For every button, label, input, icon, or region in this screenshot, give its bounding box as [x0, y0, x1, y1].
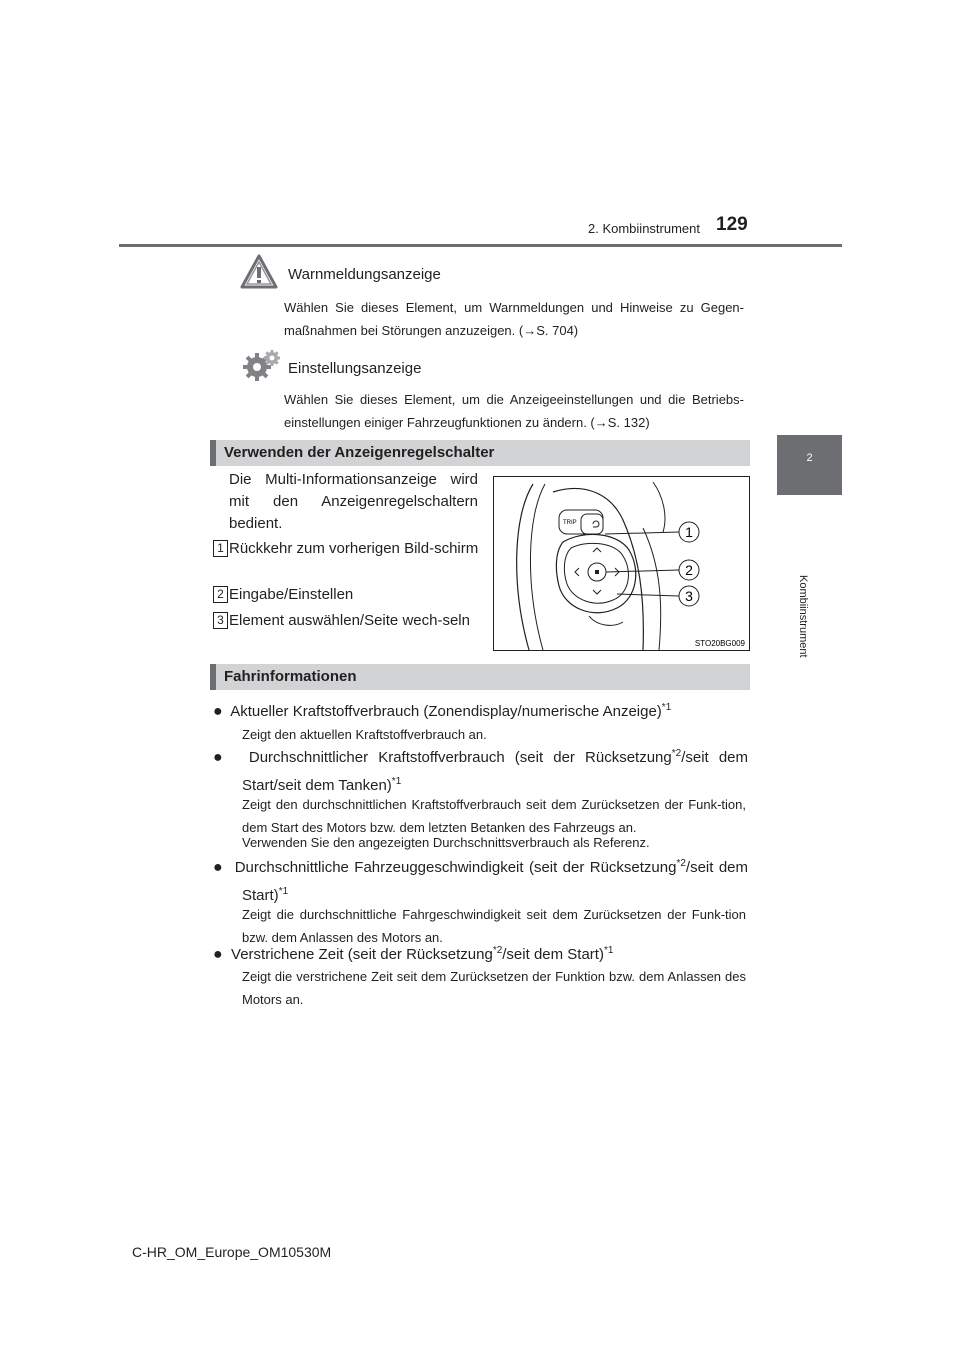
- section-header-driving-info: [210, 664, 750, 690]
- callout-3: 3: [685, 588, 693, 604]
- bullet-description: Zeigt die durchschnittliche Fahrgeschwindigkeit seit dem Zurücksetzen der Funk-tion bzw. dem Anlassen des Motors an.: [242, 907, 746, 945]
- section-title: Fahrinformationen: [224, 668, 357, 685]
- item-text: Element auswählen/Seite wech-seln: [229, 612, 470, 629]
- trip-label: TRIP: [563, 520, 577, 526]
- running-header-section: 2. Kombiinstrument: [588, 221, 700, 236]
- header-rule: [119, 244, 842, 247]
- controls-intro: Die Multi-Informationsanzeige wird mit den Anzeigenregelschaltern bedient.: [229, 471, 478, 532]
- chapter-tab: [777, 435, 842, 495]
- callout-1: 1: [685, 524, 693, 540]
- numbered-item: [211, 537, 479, 560]
- item-text: Eingabe/Einstellen: [229, 586, 354, 603]
- item-text: Rückkehr zum vorherigen Bild-schirm: [229, 540, 479, 557]
- bullet-item: ● Durchschnittlicher Kraftstoffverbrauch (seit der Rücksetzung$^{*2}$/seit dem Start/seit dem Tanken)$^{*1}$: [213, 748, 749, 794]
- warn-description: Wählen Sie dieses Element, um Warnmeldungen und Hinweise zu Gegen-maßnahmen bei Störungen anzuzeigen. (→S. 704): [284, 300, 744, 338]
- bullet-description: Zeigt den durchschnittlichen Kraftstoffverbrauch seit dem Zurücksetzen der Funk-tion, dem Start des Motors bzw. dem letzten Betanken des Fahrzeugs an.: [242, 797, 746, 835]
- settings-description: Wählen Sie dieses Element, um die Anzeigeeinstellungen und die Betriebs-einstellungen einiger Fahrzeugfunktionen zu ändern. (→S. 132): [284, 392, 744, 430]
- bullet-description: Zeigt die verstrichene Zeit seit dem Zurücksetzen der Funktion bzw. dem Anlassen des Motors an.: [242, 969, 746, 1007]
- numbered-item: [211, 609, 479, 632]
- chapter-tab-number: 2: [806, 452, 813, 464]
- warning-triangle-icon: [240, 254, 278, 290]
- item-number: 2: [213, 586, 228, 603]
- bullet-item: ● Durchschnittliche Fahrzeuggeschwindigkeit (seit der Rücksetzung$^{*2}$/seit dem Start)$^{*1}$: [213, 858, 749, 904]
- bullet-description: Verwenden Sie den angezeigten Durchschnittsverbrauch als Referenz.: [242, 835, 650, 850]
- bullet-item: ● Verstrichene Zeit (seit der Rücksetzung$^{*2}$/seit dem Start)$^{*1}$: [213, 945, 614, 963]
- document-id: C-HR_OM_Europe_OM10530M: [132, 1244, 332, 1260]
- steering-switch-figure: [493, 476, 750, 651]
- numbered-item: [211, 583, 479, 606]
- item-number: 3: [213, 612, 228, 629]
- section-title: Verwenden der Anzeigenregelschalter: [224, 444, 495, 461]
- warn-title: Warnmeldungsanzeige: [288, 266, 441, 283]
- figure-code: STO20BG009: [694, 639, 745, 648]
- gear-icon: [242, 348, 282, 382]
- settings-title: Einstellungsanzeige: [288, 360, 422, 377]
- bullet-item: ● Aktueller Kraftstoffverbrauch (Zonendisplay/numerische Anzeige)$^{*1}$: [213, 702, 672, 720]
- page-number: 129: [716, 214, 748, 235]
- section-header-controls: [210, 440, 750, 466]
- chapter-tab-label: Kombiinstrument: [797, 575, 809, 658]
- bullet-description: Zeigt den aktuellen Kraftstoffverbrauch an.: [242, 727, 487, 742]
- item-number: 1: [213, 540, 228, 557]
- callout-2: 2: [685, 562, 693, 578]
